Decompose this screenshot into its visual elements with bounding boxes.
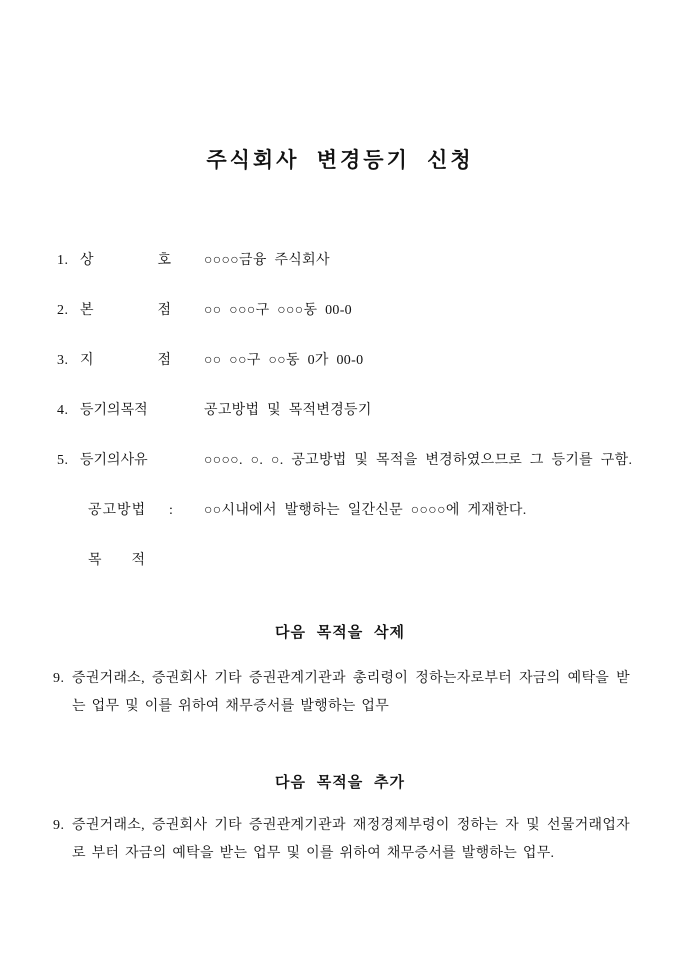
item-label: 상 호 [80,253,171,268]
paragraph-number: 9. [53,671,65,686]
announcement-colon: : [169,503,173,518]
delete-section-paragraph [53,665,633,721]
item-value: 공고방법 및 목적변경등기 [204,403,372,418]
purpose-label: 목 적 [88,553,145,568]
add-section-heading: 다음 목적을 추가 [275,775,405,791]
item-number: 4. [57,403,69,418]
announcement-label: 공고방법 [88,503,147,518]
item-value: ○○○○금융 주식회사 [204,253,330,268]
paragraph-number: 9. [53,818,65,833]
item-value: ○○○○. ○. ○. 공고방법 및 목적을 변경하였으므로 그 등기를 구함. [204,453,633,468]
item-row-registration-purpose [0,402,680,422]
item-number: 1. [57,253,69,268]
document-title: 주식회사 변경등기 신청 [206,148,474,172]
item-value: ○○ ○○구 ○○동 0가 00-0 [204,353,364,368]
purpose-row [0,552,680,572]
paragraph-text: 증권거래소, 증권회사 기타 증권관계기관과 총리령이 정하는자로부터 자금의 예탁을 받는 업무 및 이를 위하여 채무증서를 발행하는 업무 [72,671,630,714]
item-label: 등기의목적 [80,403,148,418]
delete-section-heading: 다음 목적을 삭제 [275,625,405,641]
item-number: 2. [57,303,69,318]
announcement-method-row [0,502,680,522]
announcement-value: ○○시내에서 발행하는 일간신문 ○○○○에 게재한다. [204,503,527,518]
item-label: 등기의사유 [80,453,148,468]
add-section-paragraph [53,812,633,868]
item-row-branch [0,352,680,372]
item-number: 5. [57,453,69,468]
item-row-trade-name [0,252,680,272]
item-row-registration-reason [0,452,680,472]
paragraph-text: 증권거래소, 증권회사 기타 증권관계기관과 재정경제부령이 정하는 자 및 선물거래업자로 부터 자금의 예탁을 받는 업무 및 이를 위하여 채무증서를 발행하는 업무. [72,818,630,861]
item-label: 지 점 [80,353,171,368]
item-number: 3. [57,353,69,368]
item-value: ○○ ○○○구 ○○○동 00-0 [204,303,352,318]
item-label: 본 점 [80,303,171,318]
item-row-head-office [0,302,680,322]
